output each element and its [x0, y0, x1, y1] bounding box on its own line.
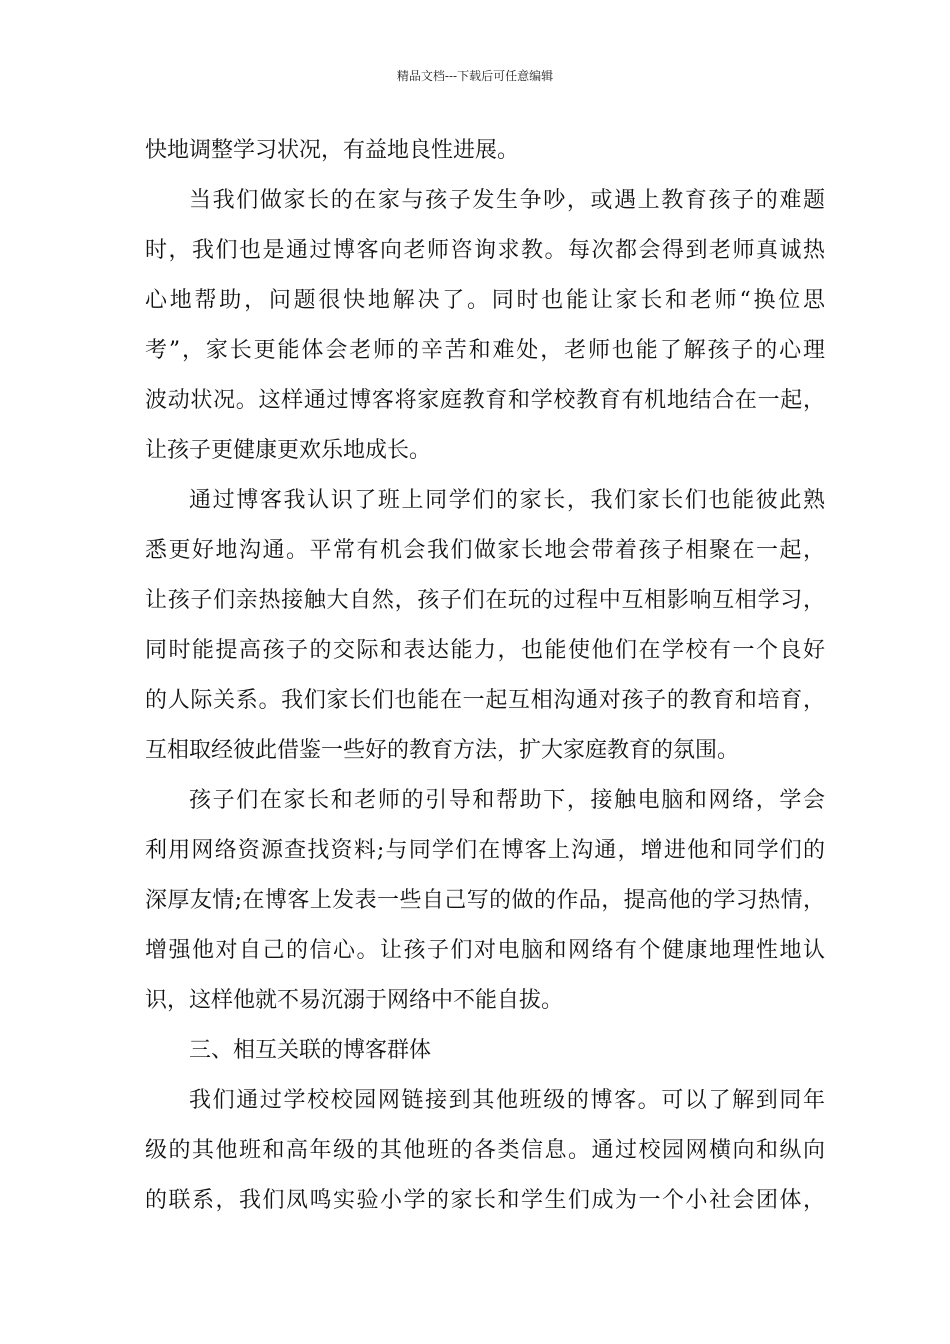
text-line: 让孩子们亲热接触大自然，孩子们在玩的过程中互相影响互相学习， — [145, 588, 825, 613]
text-line: 的联系，我们凤鸣实验小学的家长和学生们成为一个小社会团体， — [145, 1188, 825, 1213]
text-line: 利用网络资源查找资料;与同学们在博客上沟通，增进他和同学们的 — [145, 838, 825, 863]
text-line: 识，这样他就不易沉溺于网络中不能自拔。 — [145, 988, 564, 1013]
text-line: 深厚友情;在博客上发表一些自己写的做的作品，提高他的学习热情， — [145, 888, 825, 913]
text-line: 心地帮助，问题很快地解决了。同时也能让家长和老师“换位思 — [145, 288, 825, 313]
text-line: 孩子们在家长和老师的引导和帮助下，接触电脑和网络，学会 — [189, 788, 825, 813]
text-line: 让孩子更健康更欢乐地成长。 — [145, 438, 432, 463]
text-line: 考”，家长更能体会老师的辛苦和难处，老师也能了解孩子的心理 — [145, 338, 825, 363]
text-line: 我们通过学校校园网链接到其他班级的博客。可以了解到同年 — [189, 1088, 825, 1113]
text-line: 增强他对自己的信心。让孩子们对电脑和网络有个健康地理性地认 — [145, 938, 825, 963]
text-line: 的人际关系。我们家长们也能在一起互相沟通对孩子的教育和培育， — [145, 688, 825, 713]
text-line: 当我们做家长的在家与孩子发生争吵，或遇上教育孩子的难题 — [189, 188, 825, 213]
document-body — [145, 126, 825, 1226]
text-line: 通过博客我认识了班上同学们的家长，我们家长们也能彼此熟 — [189, 488, 825, 513]
text-line: 级的其他班和高年级的其他班的各类信息。通过校园网横向和纵向 — [145, 1138, 825, 1163]
text-line: 互相取经彼此借鉴一些好的教育方法，扩大家庭教育的氛围。 — [145, 738, 740, 763]
text-line: 波动状况。这样通过博客将家庭教育和学校教育有机地结合在一起， — [145, 388, 825, 413]
section-heading: 三、相互关联的博客群体 — [189, 1038, 432, 1063]
text-line: 时，我们也是通过博客向老师咨询求教。每次都会得到老师真诚热 — [145, 238, 825, 263]
page-header: 精品文档---下载后可任意编辑 — [396, 69, 554, 83]
text-line: 同时能提高孩子的交际和表达能力，也能使他们在学校有一个良好 — [145, 638, 825, 663]
text-line: 悉更好地沟通。平常有机会我们做家长地会带着孩子相聚在一起， — [145, 538, 825, 563]
text-line: 快地调整学习状况，有益地良性进展。 — [145, 138, 520, 163]
